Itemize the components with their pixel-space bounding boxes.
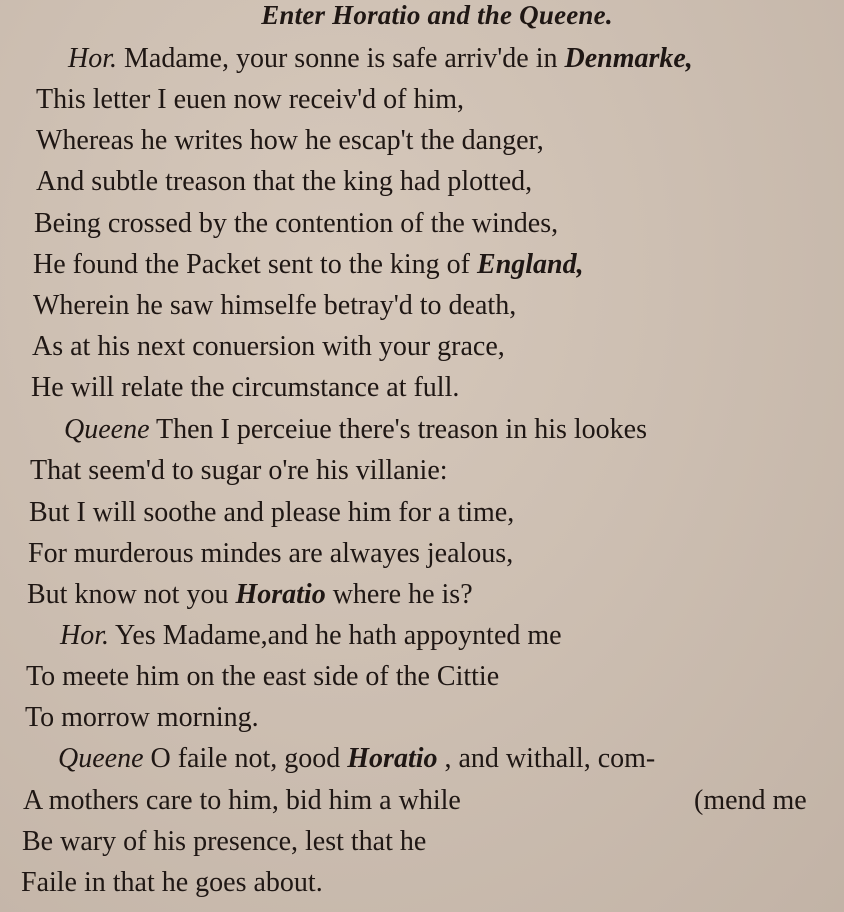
verse-line <box>34 207 558 241</box>
verse-text: Madame, your sonne is safe arriv'de in <box>117 43 565 74</box>
verse-text: He found the Packet sent to the king of <box>33 249 478 280</box>
verse-line <box>29 496 514 530</box>
verse-line <box>27 578 473 612</box>
verse-text: where he is? <box>325 579 473 610</box>
verse-text: O faile not, good <box>143 743 348 774</box>
verse-line <box>28 537 513 571</box>
emphasized-word: England, <box>477 249 584 280</box>
verse-text: To morrow morning. <box>25 702 259 733</box>
stage-direction-heading: Enter Horatio and the Queene. <box>261 0 613 30</box>
verse-text: For murderous mindes are alwayes jealous, <box>28 538 514 569</box>
verse-line <box>36 124 544 158</box>
verse-line <box>30 454 448 488</box>
verse-text: , and withall, com- <box>437 743 656 774</box>
verse-line <box>21 866 323 900</box>
speaker-name: Queene <box>58 743 144 774</box>
verse-line <box>68 42 693 76</box>
verse-line <box>32 330 505 364</box>
verse-text: Being crossed by the contention of the windes, <box>34 208 559 239</box>
emphasized-word: Denmarke, <box>564 43 693 74</box>
verse-text: Then I perceiue there's treason in his lookes <box>149 414 647 445</box>
verse-text: To meete him on the east side of the Cittie <box>26 661 500 692</box>
speaker-name: Queene <box>64 414 150 445</box>
turnover-text: (mend me <box>694 785 807 816</box>
verse-line <box>36 83 464 117</box>
verse-line <box>64 413 647 447</box>
verse-text: Wherein he saw himselfe betray'd to death, <box>33 290 517 321</box>
verse-line <box>23 784 461 818</box>
verse-line <box>36 165 532 199</box>
verse-text: A mothers care to him, bid him a while <box>23 785 461 816</box>
speaker-name: Hor. <box>60 620 110 651</box>
verse-text: Faile in that he goes about. <box>21 867 323 898</box>
verse-line <box>60 619 562 653</box>
verse-text: Be wary of his presence, lest that he <box>22 826 427 857</box>
verse-text: This letter I euen now receiv'd of him, <box>36 84 465 115</box>
verse-line <box>31 371 459 405</box>
verse-text: Yes Madame,and he hath appoynted me <box>109 620 562 651</box>
verse-text: And subtle treason that the king had plotted, <box>36 166 533 197</box>
verse-line <box>25 701 259 735</box>
verse-line <box>26 660 499 694</box>
emphasized-word: Horatio <box>235 579 326 610</box>
verse-text: But I will soothe and please him for a time, <box>29 497 515 528</box>
verse-text: That seem'd to sugar o're his villanie: <box>30 455 448 486</box>
verse-line <box>22 825 426 859</box>
emphasized-word: Horatio <box>347 743 438 774</box>
verse-text: As at his next conuersion with your grace, <box>32 331 505 362</box>
verse-text: He will relate the circumstance at full. <box>31 372 460 403</box>
verse-text: But know not you <box>27 579 236 610</box>
speaker-name: Hor. <box>68 43 118 74</box>
verse-line <box>33 289 516 323</box>
verse-line <box>33 248 584 282</box>
verse-line <box>58 742 655 776</box>
verse-text: Whereas he writes how he escap't the danger, <box>36 125 544 156</box>
